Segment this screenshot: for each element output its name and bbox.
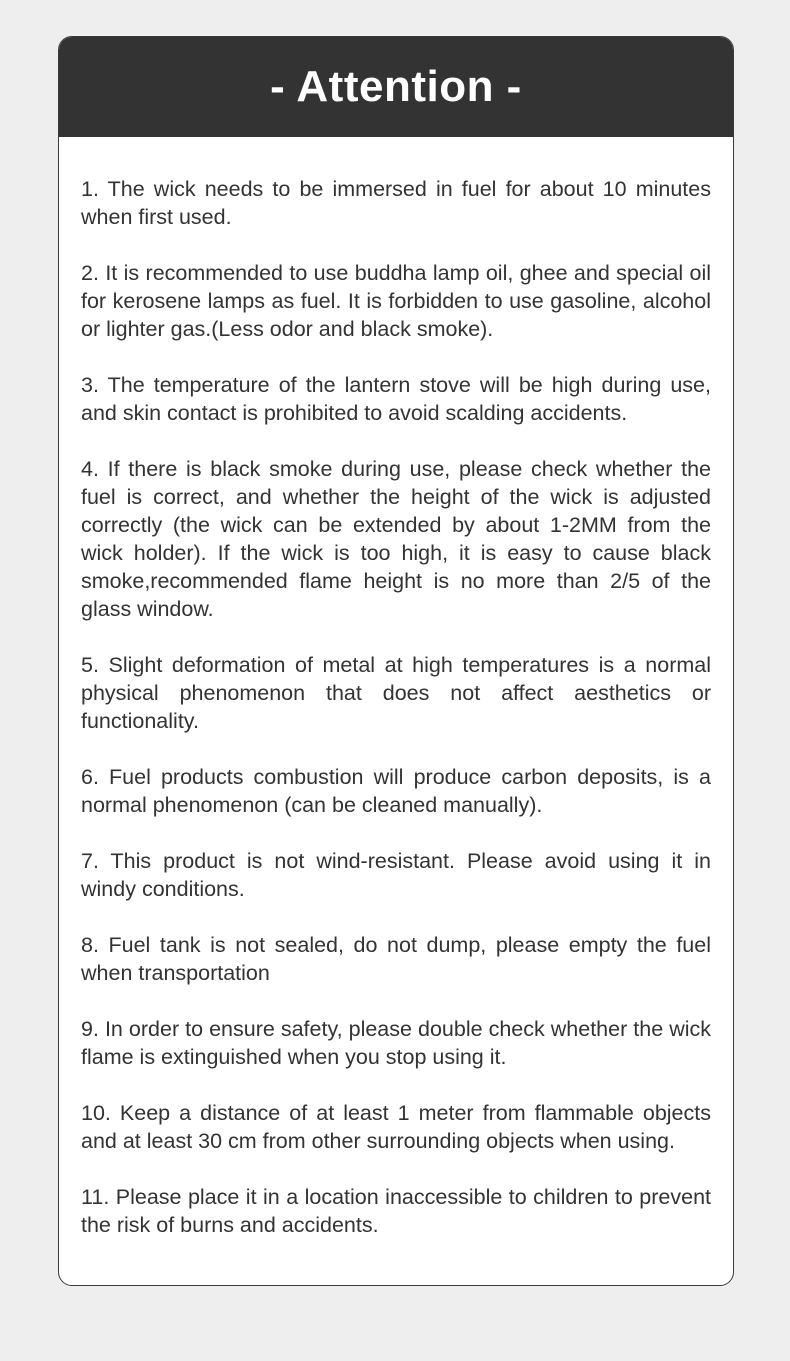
note-item: 11. Please place it in a location inaccessible to children to prevent the risk of burns and accidents. bbox=[81, 1185, 711, 1237]
note-item: 10. Keep a distance of at least 1 meter from flammable objects and at least 30 cm from other surrounding objects when using. bbox=[81, 1101, 711, 1153]
note-item: 3. The temperature of the lantern stove will be high during use, and skin contact is prohibited to avoid scalding accidents. bbox=[81, 373, 711, 425]
attention-title: - Attention - bbox=[270, 62, 522, 111]
note-item: 8. Fuel tank is not sealed, do not dump, please empty the fuel when transportation bbox=[81, 933, 711, 985]
note-item: 9. In order to ensure safety, please double check whether the wick flame is extinguished when you stop using it. bbox=[81, 1017, 711, 1069]
note-item: 7. This product is not wind-resistant. Please avoid using it in windy conditions. bbox=[81, 849, 711, 901]
attention-card bbox=[58, 36, 734, 1286]
note-item: 1. The wick needs to be immersed in fuel for about 10 minutes when first used. bbox=[81, 177, 711, 229]
notes-list bbox=[59, 137, 733, 1239]
note-item: 4. If there is black smoke during use, please check whether the fuel is correct, and whether the height of the wick is adjusted correctly (the wick can be extended by about 1-2MM from the wick holder). If the wick is too high, it is easy to cause black smoke,recommended flame height is no more than 2/5 of the glass window. bbox=[81, 457, 711, 621]
note-item: 6. Fuel products combustion will produce carbon deposits, is a normal phenomenon (can be cleaned manually). bbox=[81, 765, 711, 817]
attention-header bbox=[59, 37, 733, 137]
note-item: 2. It is recommended to use buddha lamp oil, ghee and special oil for kerosene lamps as fuel. It is forbidden to use gasoline, alcohol or lighter gas.(Less odor and black smoke). bbox=[81, 261, 711, 341]
note-item: 5. Slight deformation of metal at high temperatures is a normal physical phenomenon that does not affect aesthetics or functionality. bbox=[81, 653, 711, 733]
